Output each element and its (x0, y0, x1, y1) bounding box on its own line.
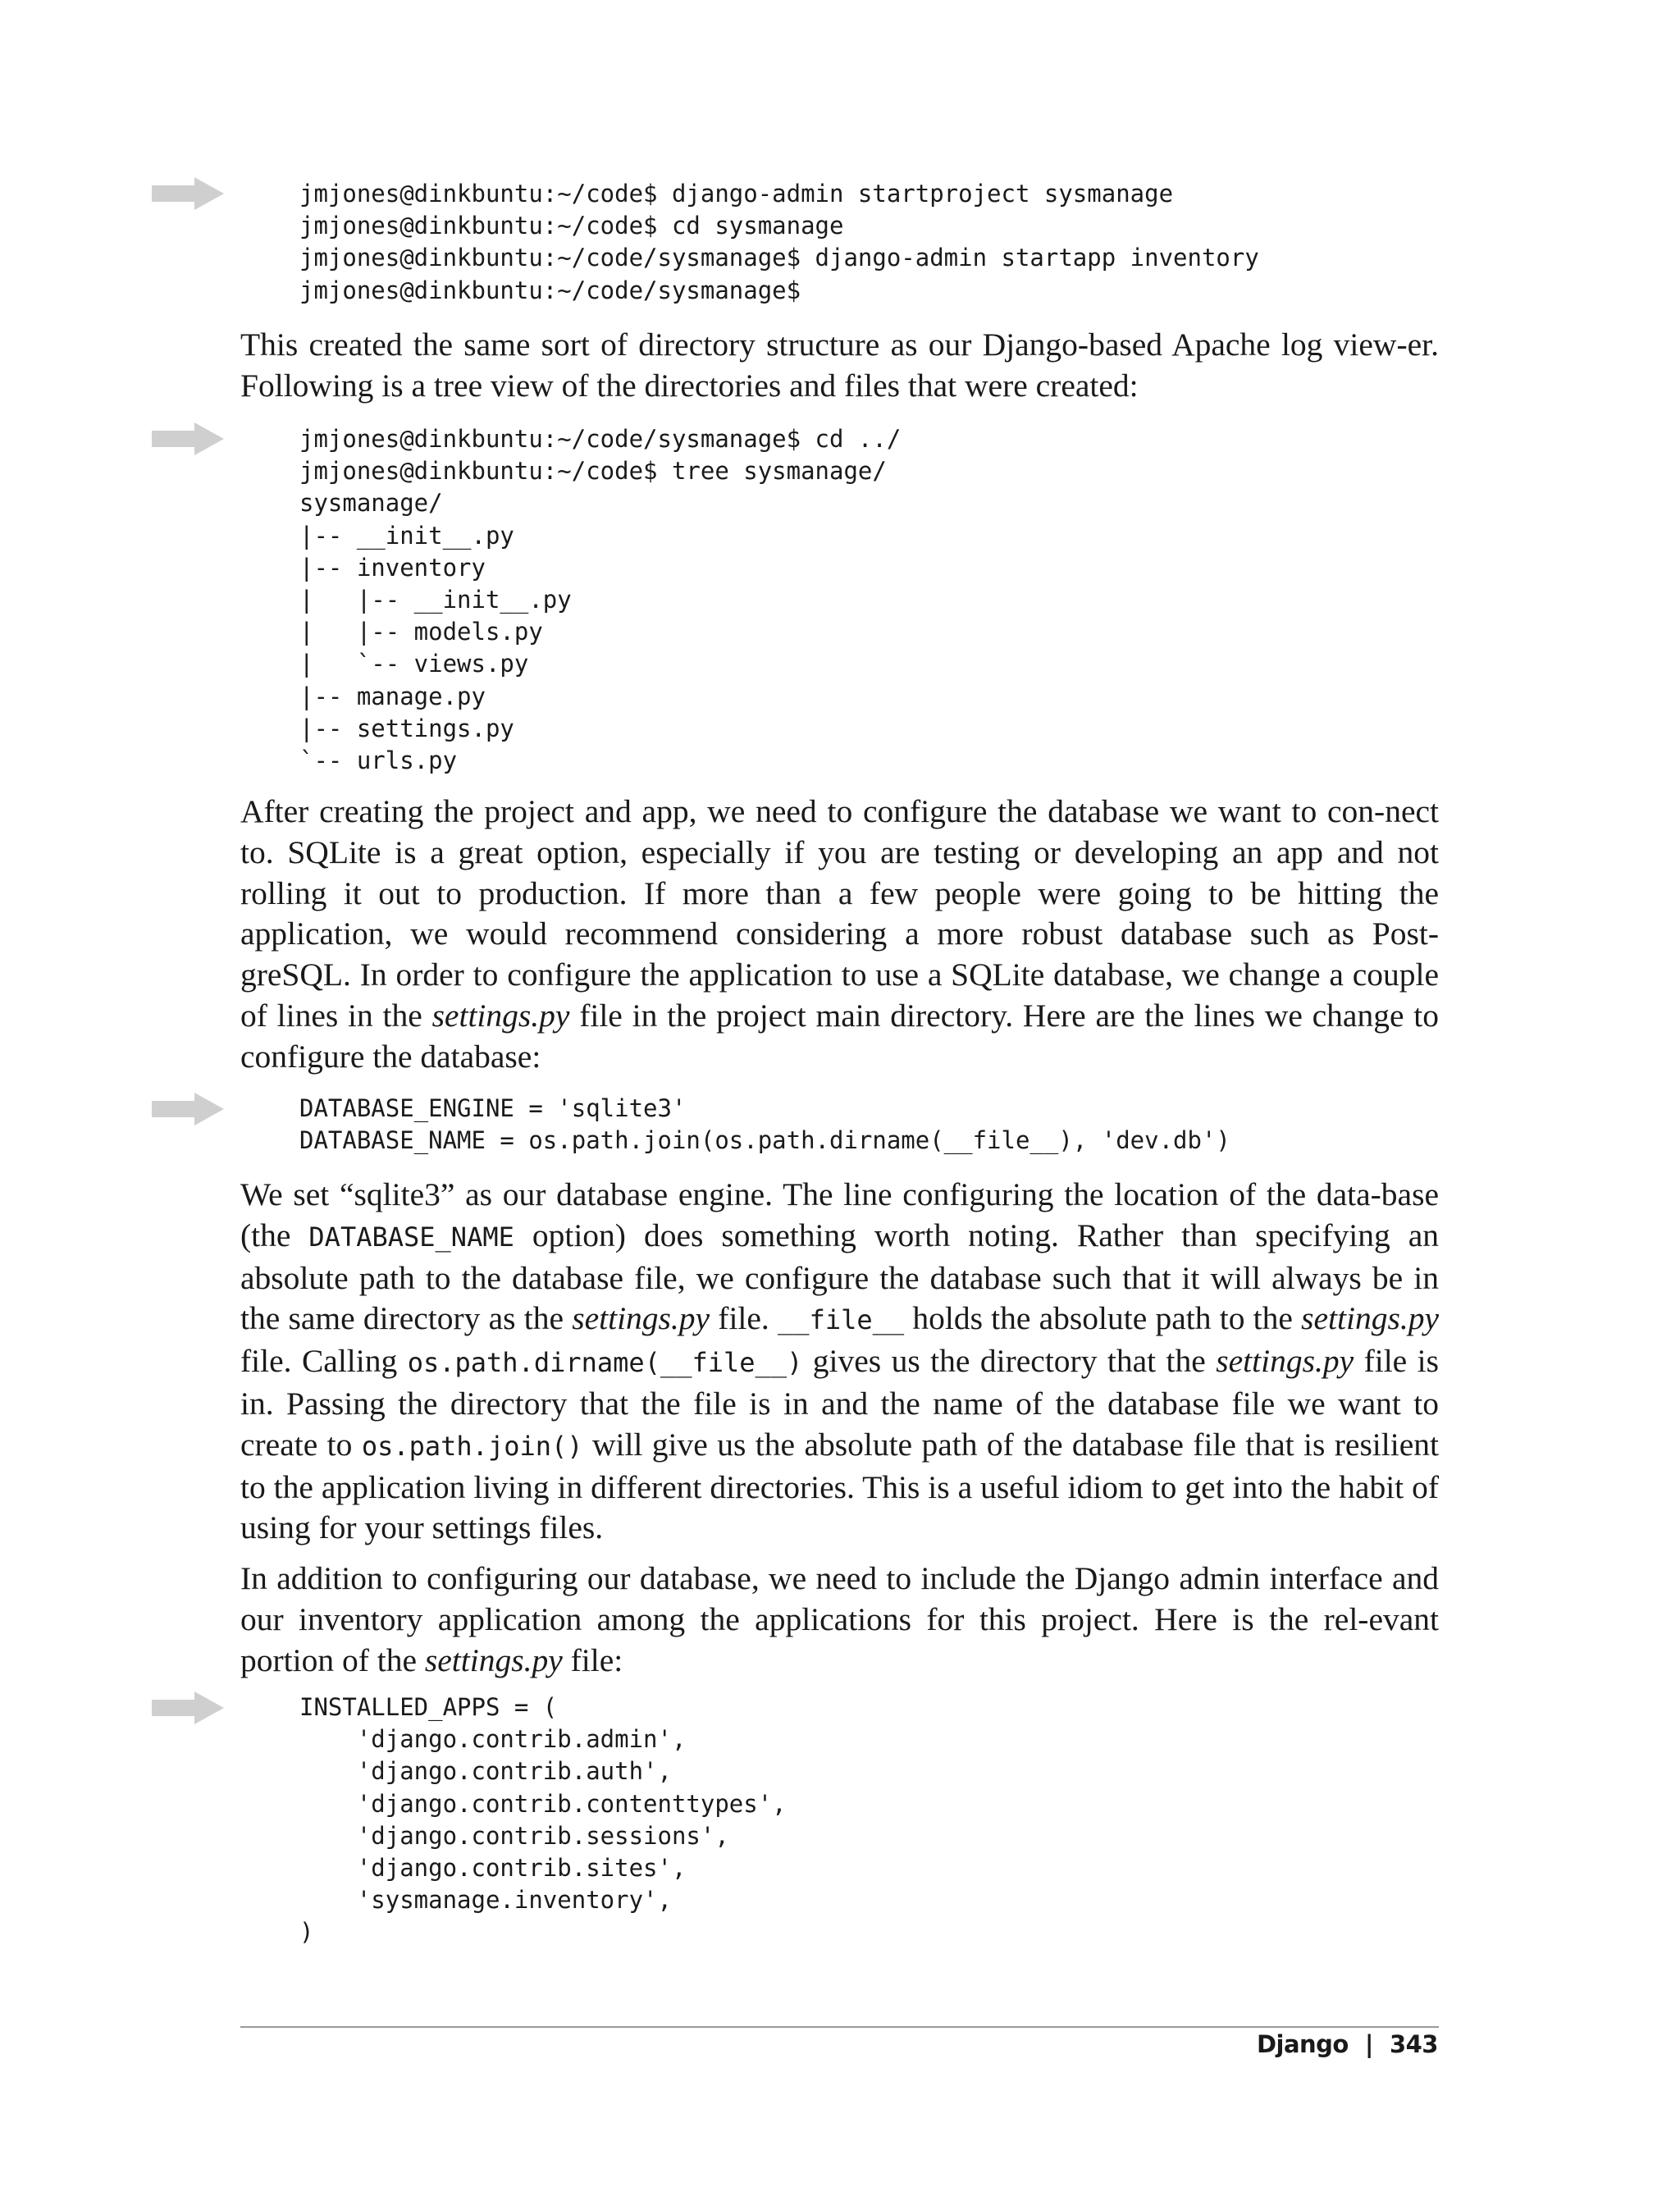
page-footer (1257, 2030, 1438, 2058)
arrow-right-icon (152, 1690, 224, 1726)
page-number: 343 (1389, 2030, 1438, 2058)
paragraph-configure-database: After creating the project and app, we need to configure the database we want to con-nect to. SQLite is a great option, especially if you are testing or developing an app and not rolling it out to production. If more than a few people were going to be hitting the application, we would recommend considering a more robust database such as Post-greSQL. In order to configure the application to use a SQLite database, we change a couple of lines in the settings.py file in the project main directory. Here are the lines we change to configure the database: (240, 793, 1439, 1075)
paragraph-sqlite-explanation: We set “sqlite3” as our database engine. The line configuring the location of the data-base (the DATABASE_NAME option) does something worth noting. Rather than specifying an absolute path to the database file, we configure the database such that it will always be in the same directory as the settings.py file. __file__ holds the absolute path to the settings.py file. Calling os.path.dirname(__file__) gives us the directory that the settings.py file is in. Passing the directory that the file is in and the name of the database file we want to create to os.path.join() will give us the absolute path of the database file that is resilient to the application living in different directories. This is a useful idiom to get into the habit of using for your settings files. (240, 1176, 1439, 1546)
code-block-startproject: jmjones@dinkbuntu:~/code$ django-admin startproject sysmanage jmjones@dinkbuntu:~/code$ cd sysmanage jmjones@dinkbuntu:~/code/sysmanage$ django-admin startapp inventory jmjones@dinkbuntu:~/code/sysmanage$ (299, 180, 1259, 304)
footer-section-title: Django (1256, 2030, 1349, 2058)
arrow-right-icon (152, 176, 224, 212)
paragraph-directory-structure: This created the same sort of directory structure as our Django-based Apache log view-er. Following is a tree view of the directories and files that were created: (240, 326, 1439, 404)
code-block-tree: jmjones@dinkbuntu:~/code/sysmanage$ cd ../ jmjones@dinkbuntu:~/code$ tree sysmanage/ sysmanage/ |-- __init__.py |-- inventory | |-- __init__.py | |-- models.py | `-- views.py |-- manage.py |-- settings.py `-- urls.py (299, 425, 902, 775)
footer-separator: | (1364, 2030, 1373, 2058)
footer-rule (240, 2026, 1439, 2028)
arrow-right-icon (152, 1091, 224, 1127)
arrow-right-icon (152, 421, 224, 457)
code-block-installed-apps: INSTALLED_APPS = ( 'django.contrib.admin', 'django.contrib.auth', 'django.contrib.contenttypes', 'django.contrib.sessions', 'django.contrib.sites', 'sysmanage.inventory', ) (299, 1693, 787, 1947)
code-block-database-settings: DATABASE_ENGINE = 'sqlite3' DATABASE_NAME = os.path.join(os.path.dirname(__file__), 'dev.db') (299, 1094, 1230, 1155)
paragraph-installed-apps: In addition to configuring our database, we need to include the Django admin interface and our inventory application among the applications for this project. Here is the rel-evant portion of the settings.py file: (240, 1560, 1439, 1678)
